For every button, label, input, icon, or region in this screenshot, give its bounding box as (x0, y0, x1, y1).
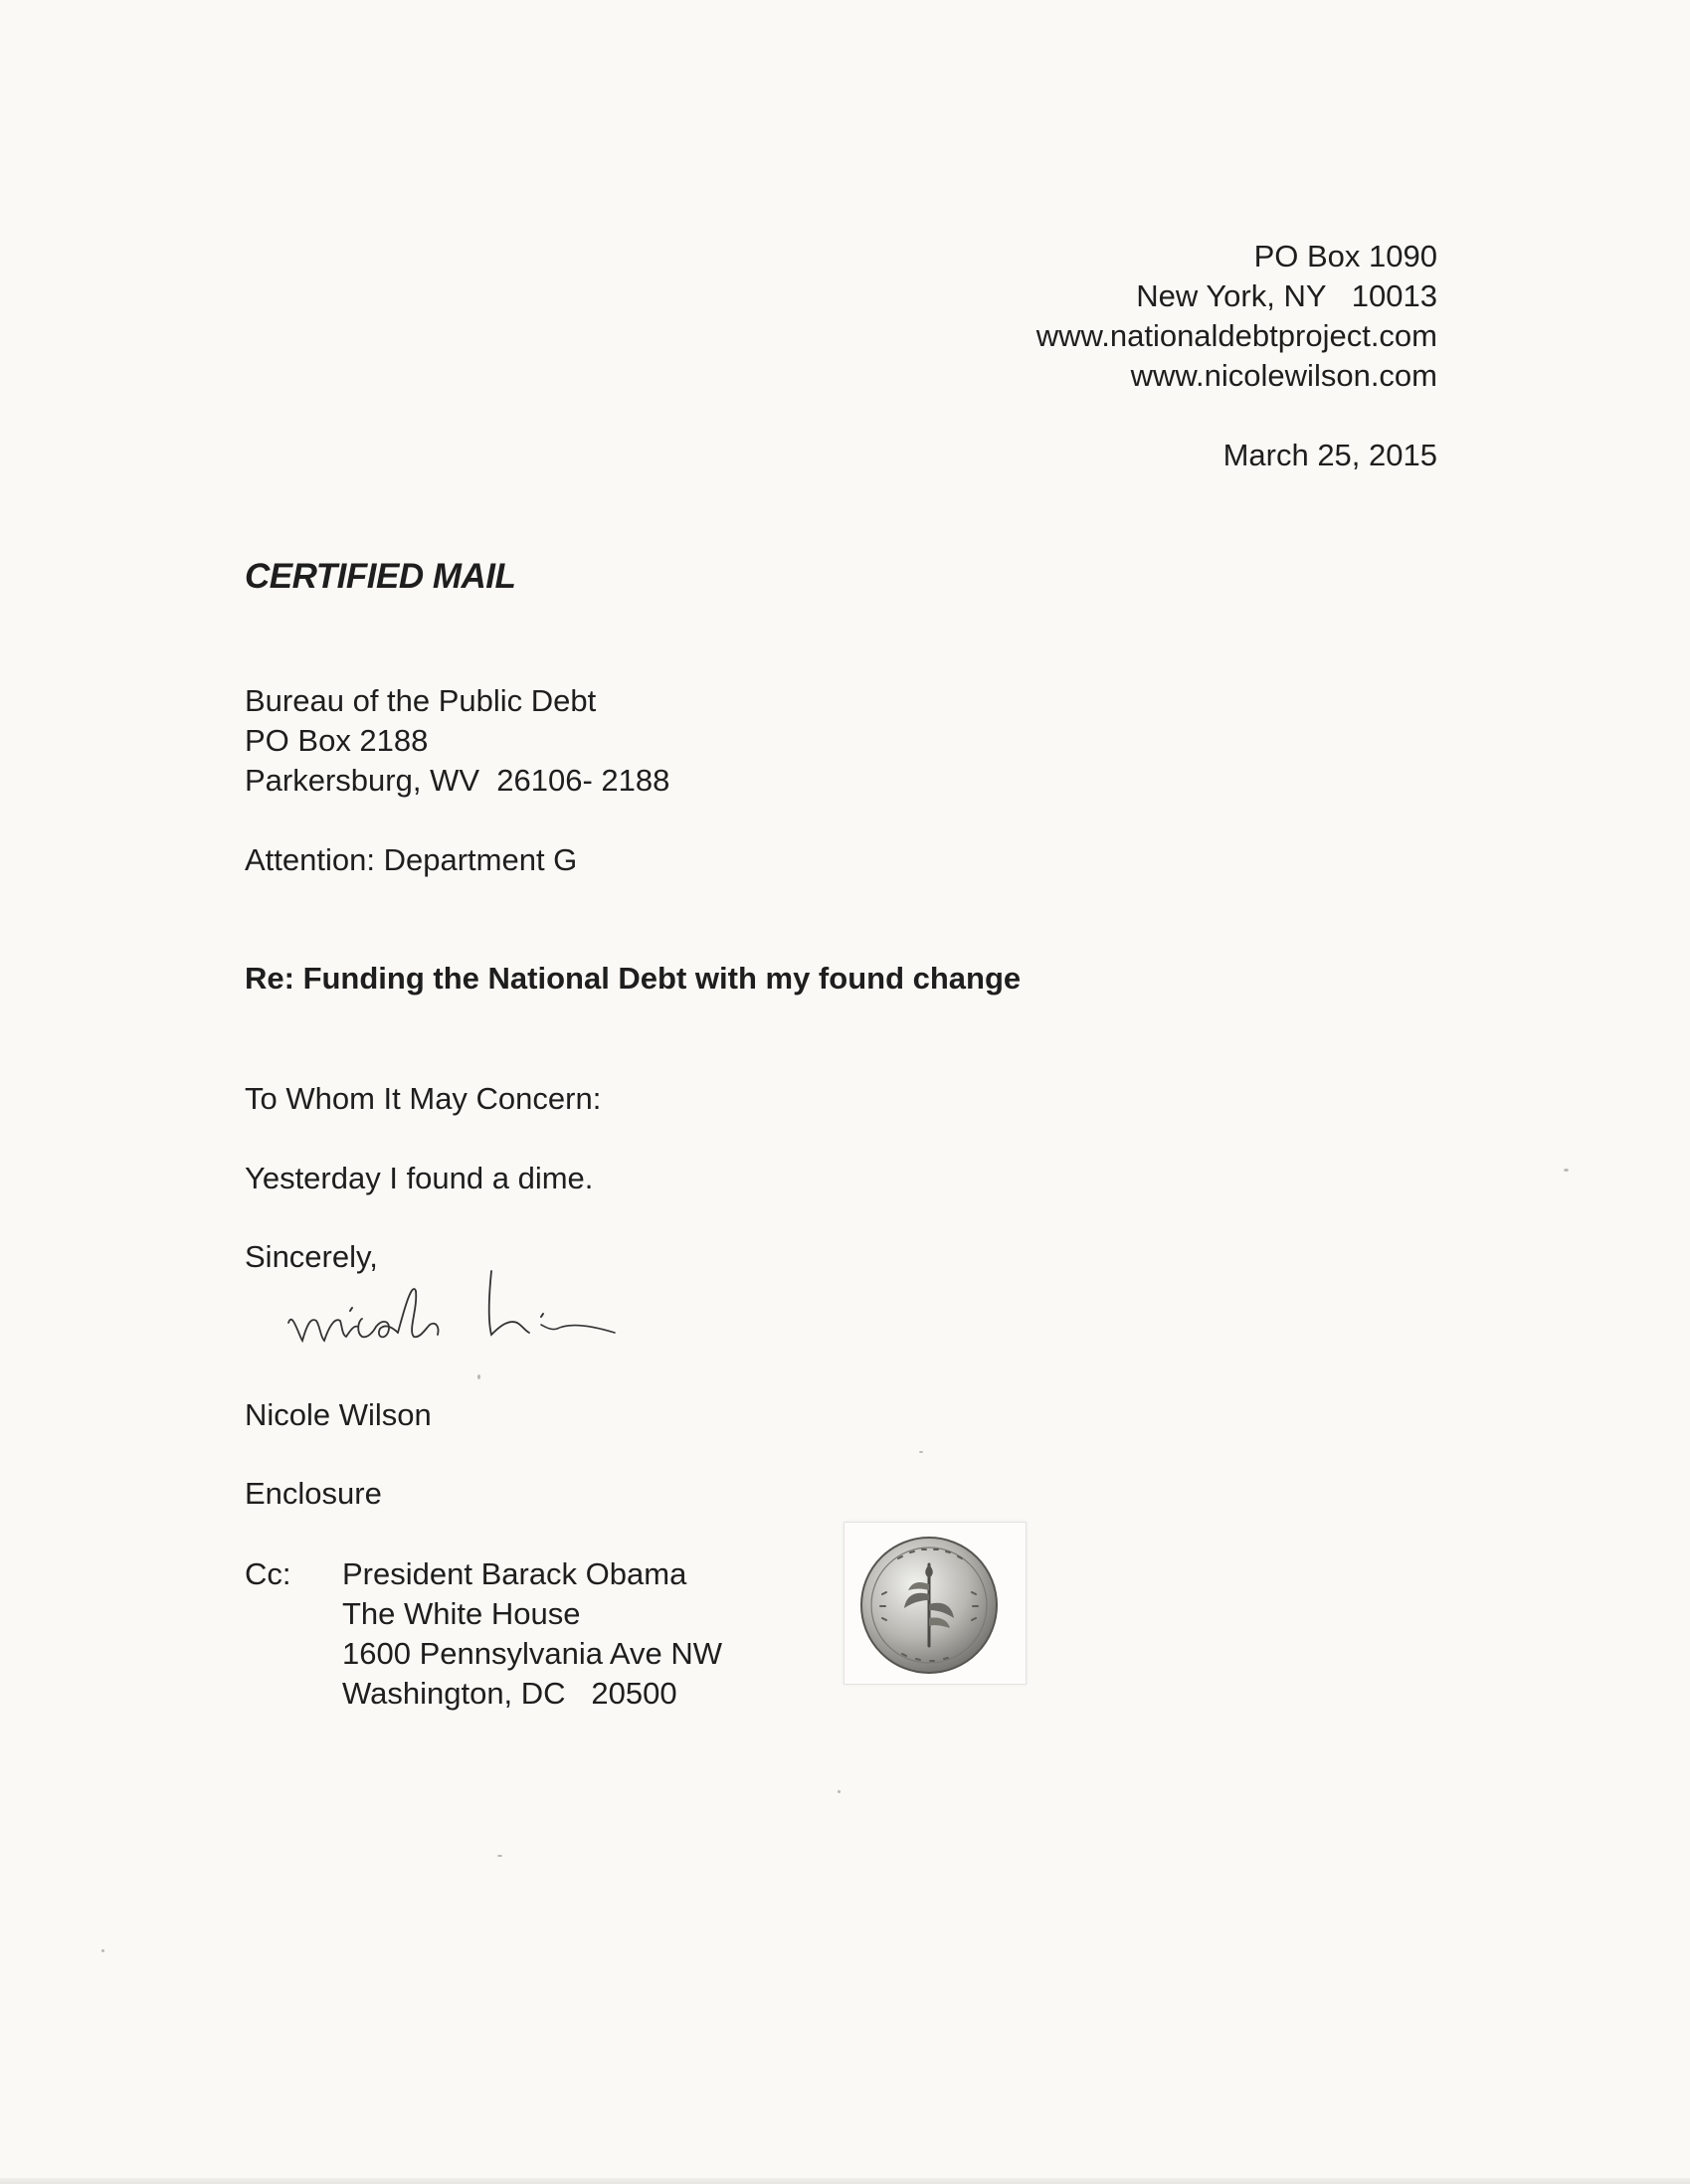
paper-speck (1564, 1169, 1569, 1172)
return-address-website-1: www.nationaldebtproject.com (1035, 318, 1437, 353)
delivery-method: CERTIFIED MAIL (245, 557, 516, 596)
signer-name: Nicole Wilson (245, 1397, 432, 1432)
cc-label: Cc: (245, 1556, 291, 1591)
paper-bottom-edge (0, 2178, 1690, 2184)
return-address (1036, 237, 1437, 396)
paper-speck (919, 1451, 923, 1453)
closing: Sincerely, (245, 1239, 378, 1274)
recipient-address (245, 681, 669, 801)
paper-speck (101, 1949, 104, 1952)
salutation: To Whom It May Concern: (245, 1081, 602, 1116)
taped-dime (844, 1522, 1025, 1683)
paper-speck (838, 1790, 841, 1793)
subject-line: Re: Funding the National Debt with my found change (245, 961, 1022, 996)
handwritten-signature (281, 1261, 639, 1370)
enclosure-note: Enclosure (245, 1476, 382, 1511)
return-address-city: New York, NY 10013 (1136, 278, 1437, 313)
letter-date: March 25, 2015 (1222, 438, 1437, 472)
attention-line: Attention: Department G (245, 842, 578, 877)
paper-speck (497, 1855, 502, 1857)
recipient-city: Parkersburg, WV 26106- 2188 (245, 763, 670, 798)
recipient-name: Bureau of the Public Debt (245, 683, 597, 718)
cc-recipient-building: The White House (342, 1596, 581, 1631)
dime-coin-icon (858, 1535, 1000, 1676)
return-address-po-box: PO Box 1090 (1253, 239, 1437, 273)
cc-recipient-city: Washington, DC 20500 (342, 1676, 677, 1711)
letter-body: Yesterday I found a dime. (245, 1161, 594, 1195)
cc-recipient-name: President Barack Obama (342, 1556, 687, 1591)
recipient-po-box: PO Box 2188 (245, 723, 429, 758)
return-address-website-2: www.nicolewilson.com (1130, 358, 1437, 393)
cc-address (342, 1554, 722, 1714)
paper-speck (477, 1374, 480, 1379)
cc-recipient-street: 1600 Pennsylvania Ave NW (342, 1636, 722, 1671)
